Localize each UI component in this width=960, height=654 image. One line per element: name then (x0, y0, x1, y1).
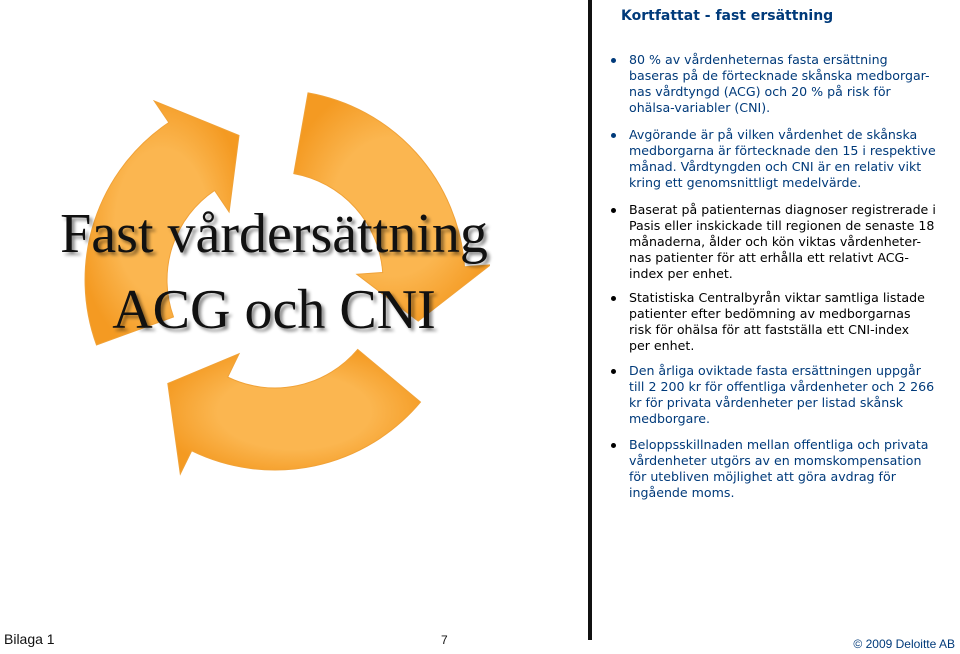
footer-appendix-label: Bilaga 1 (4, 631, 55, 647)
bullet-line: kr för privata vårdenheter per listad skånsk (629, 395, 904, 410)
bullet-line: till 2 200 kr för offentliga vårdenheter och 2 266 (629, 379, 935, 394)
bullet-line: kring ett genomsnittligt medelvärde. (629, 175, 862, 190)
bullet-line: index per enhet. (629, 266, 733, 281)
bullet-line: patienter efter bedömning av medborgarnas (629, 306, 911, 321)
page-title-line-2: ACG och CNI (112, 279, 436, 341)
bullet-line: ohälsa-variabler (CNI). (629, 100, 771, 115)
bullet-line: Statistiska Centralbyrån viktar samtliga listade (629, 290, 925, 305)
bullet-line: för utebliven möjlighet att göra avdrag för (629, 469, 896, 484)
bullet-item (600, 437, 952, 501)
vertical-divider (588, 0, 592, 640)
footer-page-number: 7 (441, 633, 448, 647)
footer-copyright: © 2009 Deloitte AB (853, 637, 955, 651)
bullet-dot-icon (611, 443, 616, 448)
bullet-line: månad. Vårdtyngden och CNI är en relativ vikt (629, 159, 922, 174)
bullet-item (600, 290, 952, 354)
bullet-line: månaderna, ålder och kön viktas vårdenheter- (629, 234, 922, 249)
bullet-dot-icon (611, 133, 616, 138)
content-panel (600, 0, 960, 654)
bullet-line: nas patienter för att erhålla ett relativt ACG- (629, 250, 909, 265)
bullet-dot-icon (611, 208, 616, 213)
bullet-line: Avgörande är på vilken vårdenhet de skånska (629, 127, 918, 142)
bullet-line: Beloppsskillnaden mellan offentliga och privata (629, 437, 929, 452)
bullet-line: 80 % av vårdenheternas fasta ersättning (629, 52, 888, 67)
section-heading: Kortfattat - fast ersättning (621, 8, 834, 24)
bullet-line: risk för ohälsa för att fastställa ett CNI-index (629, 322, 910, 337)
bullet-line: ingående moms. (629, 485, 735, 500)
bullet-item (600, 363, 952, 427)
bullet-item (600, 127, 952, 191)
bullet-line: nas vårdtyngd (ACG) och 20 % på risk för (629, 84, 891, 99)
bullet-line: medborgare. (629, 411, 711, 426)
page-title-line-1: Fast vårdersättning (60, 203, 488, 265)
bullet-line: Den årliga oviktade fasta ersättningen uppgår (629, 363, 921, 378)
bullet-dot-icon (611, 296, 616, 301)
bullet-line: per enhet. (629, 338, 695, 353)
bullet-item (600, 202, 952, 282)
bullet-item (600, 52, 952, 116)
cycle-arrow-segment (168, 349, 421, 474)
bullet-line: baseras på de förtecknade skånska medborgar- (629, 68, 930, 83)
bullet-line: Baserat på patienternas diagnoser registrerade i (629, 202, 936, 217)
bullet-line: vårdenheter utgörs av en momskompensation (629, 453, 922, 468)
bullet-dot-icon (611, 58, 616, 63)
bullet-list (600, 52, 952, 501)
bullet-line: medborgarna är förtecknade den 15 i respektive (629, 143, 936, 158)
bullet-line: Pasis eller inskickade till regionen de senaste 18 (629, 218, 935, 233)
bullet-dot-icon (611, 369, 616, 374)
